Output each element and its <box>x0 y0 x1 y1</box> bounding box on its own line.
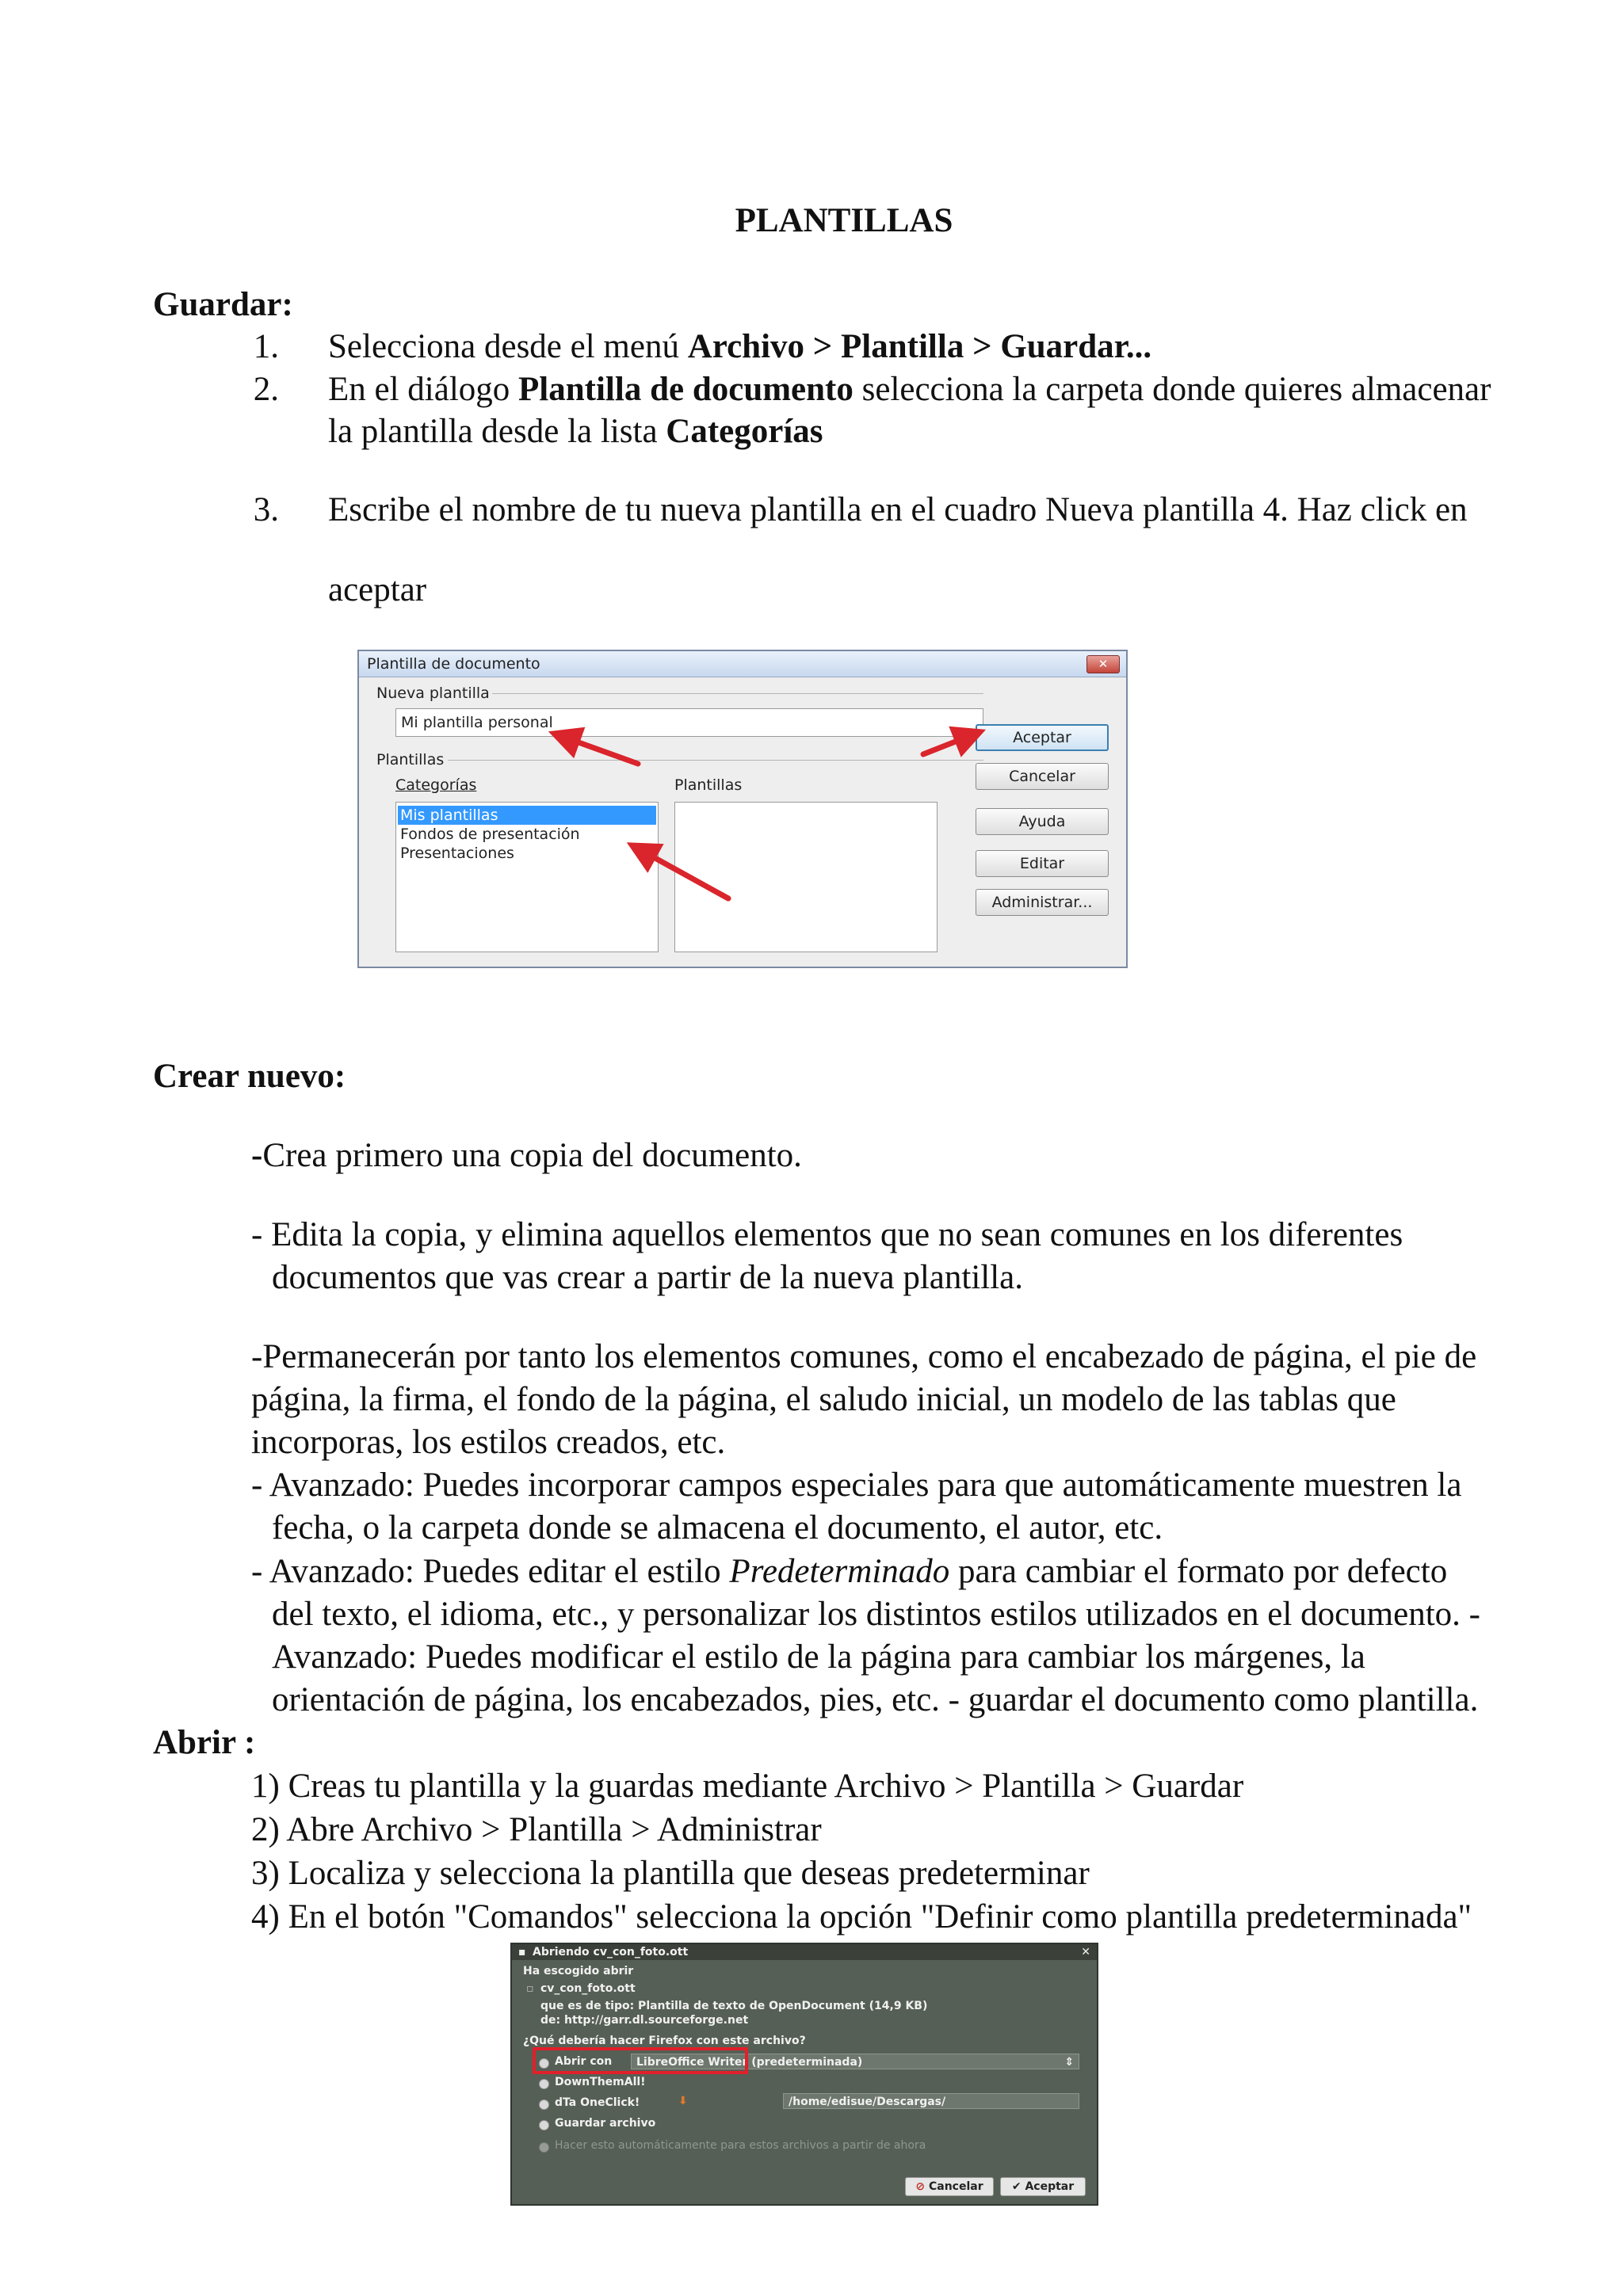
abriendo-dialog-screenshot <box>510 1943 1098 2206</box>
file-name: cv_con_foto.ott <box>540 1982 636 1995</box>
option-label: Guardar archivo <box>555 2117 656 2130</box>
section-heading-abrir: Abrir : <box>153 1724 256 1761</box>
paragraph-text: - Avanzado: Puedes editar el estilo <box>251 1553 730 1590</box>
button-label: Cancelar <box>928 2180 983 2193</box>
dialog-name: Plantilla de documento <box>518 371 854 408</box>
administrar-button[interactable]: Administrar... <box>976 889 1109 916</box>
arrow-icon <box>636 848 728 898</box>
group-label-plantillas: Plantillas <box>376 751 445 769</box>
dialog-title: Abriendo cv_con_foto.ott <box>533 1946 689 1958</box>
list-item[interactable]: Presentaciones <box>400 845 514 862</box>
accept-button[interactable] <box>1000 2177 1086 2196</box>
step-text: aceptar <box>328 571 427 608</box>
list-item-text <box>328 368 1491 411</box>
cancelar-button[interactable]: Cancelar <box>976 763 1109 790</box>
paragraph-text: para cambiar el formato por defecto <box>949 1553 1448 1590</box>
list-item: 3) Localiza y selecciona la plantilla que deseas predeterminar <box>251 1855 1090 1892</box>
option-label: DownThemAll! <box>555 2076 646 2088</box>
radio-option[interactable] <box>539 2120 549 2130</box>
style-name: Predeterminado <box>729 1553 950 1590</box>
paragraph-line: fecha, o la carpeta donde se almacena el documento, el autor, etc. <box>272 1509 1163 1547</box>
paragraph-line: documentos que vas crear a partir de la nueva plantilla. <box>272 1259 1023 1296</box>
cancel-icon: ⊘ <box>915 2180 926 2193</box>
aceptar-button[interactable]: Aceptar <box>976 724 1109 751</box>
name-input-value: Mi plantilla personal <box>401 714 553 731</box>
dialog-title: Plantilla de documento <box>367 655 540 673</box>
list-name: Categorías <box>666 413 823 450</box>
paragraph-line: del texto, el idioma, etc., y personalizar los distintos estilos utilizados en el documento. - <box>272 1596 1480 1633</box>
list-item: 2) Abre Archivo > Plantilla > Administrar <box>251 1811 822 1848</box>
file-icon: ▫ <box>526 1982 534 1995</box>
step-text: selecciona la carpeta donde quieres almacenar <box>853 371 1491 408</box>
page-title: PLANTILLAS <box>735 202 953 239</box>
step-text: Selecciona desde el menú <box>328 328 688 365</box>
path-select-value: /home/edisue/Descargas/ <box>789 2096 946 2108</box>
close-icon[interactable]: ✕ <box>1081 1946 1090 1958</box>
path-select[interactable] <box>783 2093 1079 2109</box>
file-source: de: http://garr.dl.sourceforge.net <box>540 2014 749 2027</box>
paragraph-line: -Permanecerán por tanto los elementos comunes, como el encabezado de página, el pie de <box>251 1338 1477 1375</box>
plantillas-label: Plantillas <box>674 776 743 794</box>
menu-path: Archivo > Plantilla > Guardar... <box>687 328 1152 365</box>
cancel-button[interactable] <box>905 2177 994 2196</box>
paragraph-line: - Edita la copia, y elimina aquellos elementos que no sean comunes en los diferentes <box>251 1216 1403 1253</box>
paragraph-text: Crea primero una copia del documento. <box>262 1137 802 1174</box>
highlight-box <box>533 2047 748 2074</box>
editar-button[interactable]: Editar <box>976 850 1109 877</box>
paragraph-line: Avanzado: Puedes modificar el estilo de la página para cambiar los márgenes, la <box>272 1638 1365 1676</box>
annotation-arrows <box>359 651 1126 967</box>
radio-option[interactable] <box>539 2100 549 2110</box>
close-icon[interactable]: ✕ <box>1086 655 1120 673</box>
categorias-label: Categorías <box>395 776 477 794</box>
question-text: ¿Qué debería hacer Firefox con este archivo? <box>523 2035 806 2047</box>
option-label: Abrir con <box>555 2055 613 2068</box>
button-label: Aceptar <box>1025 2180 1075 2193</box>
step-text: Escribe el nombre de tu nueva plantilla en el cuadro Nueva plantilla 4. Haz click en <box>328 491 1468 528</box>
list-item[interactable]: Fondos de presentación <box>400 826 580 843</box>
section-heading-crear: Crear nuevo: <box>153 1058 346 1095</box>
bullet-dash: - <box>251 1137 263 1174</box>
arrow-icon <box>923 734 976 754</box>
arrow-icon <box>559 735 638 764</box>
intro-text: Ha escogido abrir <box>523 1965 634 1978</box>
paragraph-line: página, la firma, el fondo de la página, el saludo inicial, un modelo de las tablas que <box>251 1381 1396 1418</box>
ayuda-button[interactable]: Ayuda <box>976 808 1109 835</box>
option-label: Hacer esto automáticamente para estos archivos a partir de ahora <box>555 2139 926 2152</box>
plantilla-dialog-screenshot <box>357 650 1128 968</box>
dialog-titlebar <box>512 1944 1097 1960</box>
paragraph-line <box>251 1550 1447 1593</box>
group-label-nueva: Nueva plantilla <box>376 685 490 702</box>
checkbox-auto[interactable] <box>539 2142 549 2153</box>
paragraph-line: - Avanzado: Puedes incorporar campos especiales para que automáticamente muestren la <box>251 1466 1462 1504</box>
step-number: 3. <box>253 491 279 528</box>
step-number: 1. <box>253 328 279 365</box>
app-select-value: LibreOffice Writer (predeterminada) <box>636 2056 863 2069</box>
list-item[interactable]: Mis plantillas <box>398 806 656 825</box>
list-item-text <box>328 410 823 453</box>
step-text: la plantilla desde la lista <box>328 413 666 450</box>
list-item: 1) Creas tu plantilla y la guardas mediante Archivo > Plantilla > Guardar <box>251 1768 1244 1805</box>
paragraph-line: orientación de página, los encabezados, pies, etc. - guardar el documento como plantilla. <box>272 1681 1479 1718</box>
paragraph <box>251 1135 802 1177</box>
app-icon: ▪ <box>518 1946 526 1958</box>
radio-option[interactable] <box>539 2079 549 2089</box>
spin-arrows-icon: ⇕ <box>1064 2056 1074 2069</box>
step-text: En el diálogo <box>328 371 519 408</box>
step-number: 2. <box>253 371 279 408</box>
list-item-text <box>328 326 1151 368</box>
option-label: dTa OneClick! <box>555 2096 640 2109</box>
file-type: que es de tipo: Plantilla de texto de OpenDocument (14,9 KB) <box>540 2000 928 2012</box>
paragraph-line: incorporas, los estilos creados, etc. <box>251 1424 726 1461</box>
download-icon: ⬇ <box>678 2095 688 2107</box>
check-icon: ✔ <box>1011 2180 1022 2193</box>
section-heading-guardar: Guardar: <box>153 286 293 323</box>
list-item: 4) En el botón "Comandos" selecciona la opción "Definir como plantilla predeterminada" <box>251 1898 1472 1936</box>
